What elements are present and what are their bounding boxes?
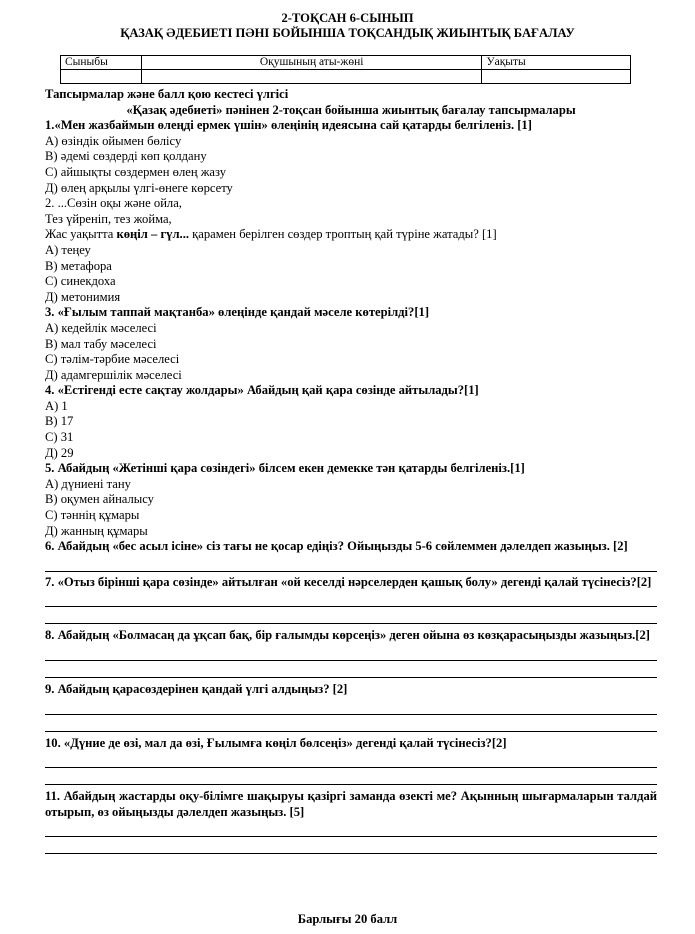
q2-highlight: көңіл – гүл... bbox=[116, 227, 189, 242]
q3-option-c[interactable]: С) тәлім-тәрбие мәселесі bbox=[45, 352, 180, 367]
q2-option-b[interactable]: В) метафора bbox=[45, 258, 112, 273]
q5-option-d[interactable]: Д) жанның құмары bbox=[45, 523, 148, 538]
q1-option-a[interactable]: А) өзіндік ойымен бөлісу bbox=[45, 133, 182, 148]
question-6: 6. Абайдың «бес асыл ісіне» сіз тағы не қосар едіңіз? Ойыңызды 5-6 сөйлеммен дәлелдеп жазыңыз. [2] bbox=[45, 539, 628, 554]
question-11: 11. Абайдың жастарды оқу-білімге шақыруы қазіргі заманда өзекті ме? Ақынның шығармаларын талдай отырып, өз ойыңызды дәлелдеп жазыңыз. [5] bbox=[45, 789, 657, 819]
question-7: 7. «Отыз бірінші қара сөзінде» айтылған «ой кеселді нәрселерден қашық болу» дегенді қалай түсінесіз?[2] bbox=[45, 574, 652, 589]
question-1: 1.«Мен жазбаймын өлеңді ермек үшін» өлеңінің идеясына сай қатарды белгіленіз. [1] bbox=[45, 118, 532, 133]
page-subtitle: ҚАЗАҚ ӘДЕБИЕТІ ПӘНІ БОЙЫНША ТОҚСАНДЫҚ ЖИЫНТЫҚ БАҒАЛАУ bbox=[120, 26, 575, 40]
q2-option-c[interactable]: С) синекдоха bbox=[45, 274, 116, 289]
q4-option-d[interactable]: Д) 29 bbox=[45, 445, 74, 460]
time-field[interactable] bbox=[482, 70, 631, 84]
q8-answer-line-2[interactable] bbox=[45, 661, 657, 678]
student-name-field[interactable] bbox=[141, 70, 482, 84]
question-8: 8. Абайдың «Болмасаң да ұқсап бақ, бір ғалымды көрсеңіз» деген ойына өз көзқарасыңызды жазыңыз.[2] bbox=[45, 628, 650, 643]
q7-answer-line-2[interactable] bbox=[45, 607, 657, 624]
q3-option-d[interactable]: Д) адамгершілік мәселесі bbox=[45, 367, 182, 382]
q9-answer-line-2[interactable] bbox=[45, 715, 657, 732]
intro-heading: Тапсырмалар және балл қою кестесі үлгісі bbox=[45, 87, 289, 101]
question-4: 4. «Естігенді есте сақтау жолдары» Абайдың қай қара сөзінде айтылады?[1] bbox=[45, 383, 479, 398]
q10-answer-line-2[interactable] bbox=[45, 768, 657, 785]
q4-option-a[interactable]: А) 1 bbox=[45, 398, 68, 413]
q3-option-b[interactable]: В) мал табу мәселесі bbox=[45, 336, 157, 351]
question-3: 3. «Ғылым таппай мақтанба» өлеңінде қандай мәселе көтерілді?[1] bbox=[45, 305, 430, 320]
q11-answer-line-1[interactable] bbox=[45, 820, 657, 837]
q2-verse-line-1: 2. ...Сөзін оқы және ойла, bbox=[45, 196, 182, 211]
q5-option-c[interactable]: С) тәннің құмары bbox=[45, 508, 140, 523]
time-header: Уақыты bbox=[482, 56, 631, 70]
q2-verse-line-2: Тез үйреніп, тез жойма, bbox=[45, 211, 172, 226]
q11-answer-line-2[interactable] bbox=[45, 837, 657, 854]
q2-option-d[interactable]: Д) метонимия bbox=[45, 289, 121, 304]
q10-answer-line-1[interactable] bbox=[45, 751, 657, 768]
student-name-header: Оқушының аты-жөні bbox=[141, 56, 482, 70]
student-info-table bbox=[60, 55, 631, 84]
q7-answer-line-1[interactable] bbox=[45, 590, 657, 607]
page-title: 2-ТОҚСАН 6-СЫНЫП bbox=[281, 11, 414, 25]
assessment-body bbox=[45, 86, 657, 854]
q5-option-a[interactable]: А) дүниені тану bbox=[45, 476, 131, 491]
q1-option-d[interactable]: Д) өлең арқылы үлгі-өнеге көрсету bbox=[45, 180, 233, 195]
q9-answer-line-1[interactable] bbox=[45, 698, 657, 715]
q4-option-c[interactable]: С) 31 bbox=[45, 430, 74, 445]
q3-option-a[interactable]: А) кедейлік мәселесі bbox=[45, 320, 157, 335]
question-5: 5. Абайдың «Жетінші қара сөзіндегі» білсем екен демекке тән қатарды белгіленіз.[1] bbox=[45, 461, 525, 476]
intro-subheading: «Қазақ әдебиеті» пәнінен 2-тоқсан бойынша жиынтық бағалау тапсырмалары bbox=[126, 102, 576, 117]
class-field[interactable] bbox=[61, 70, 142, 84]
total-score: Барлығы 20 балл bbox=[297, 912, 398, 926]
question-9: 9. Абайдың қарасөздерінен қандай үлгі алдыңыз? [2] bbox=[45, 682, 348, 696]
q8-answer-line-1[interactable] bbox=[45, 644, 657, 661]
class-header: Сыныбы bbox=[61, 56, 142, 70]
q5-option-b[interactable]: В) оқумен айналысу bbox=[45, 492, 154, 507]
q6-answer-line-1[interactable] bbox=[45, 555, 657, 572]
q1-option-b[interactable]: В) әдемі сөздерді көп қолдану bbox=[45, 149, 207, 164]
q4-option-b[interactable]: В) 17 bbox=[45, 414, 74, 429]
q1-option-c[interactable]: С) айшықты сөздермен өлең жазу bbox=[45, 164, 227, 179]
question-2: Жас уақытта көңіл – гүл... қарамен берілген сөздер троптың қай түріне жатады? [1] bbox=[45, 227, 497, 242]
q2-option-a[interactable]: А) теңеу bbox=[45, 242, 91, 257]
question-10: 10. «Дүние де өзі, мал да өзі, Ғылымға көңіл бөлсеңіз» дегенді қалай түсінесіз?[2] bbox=[45, 735, 507, 750]
